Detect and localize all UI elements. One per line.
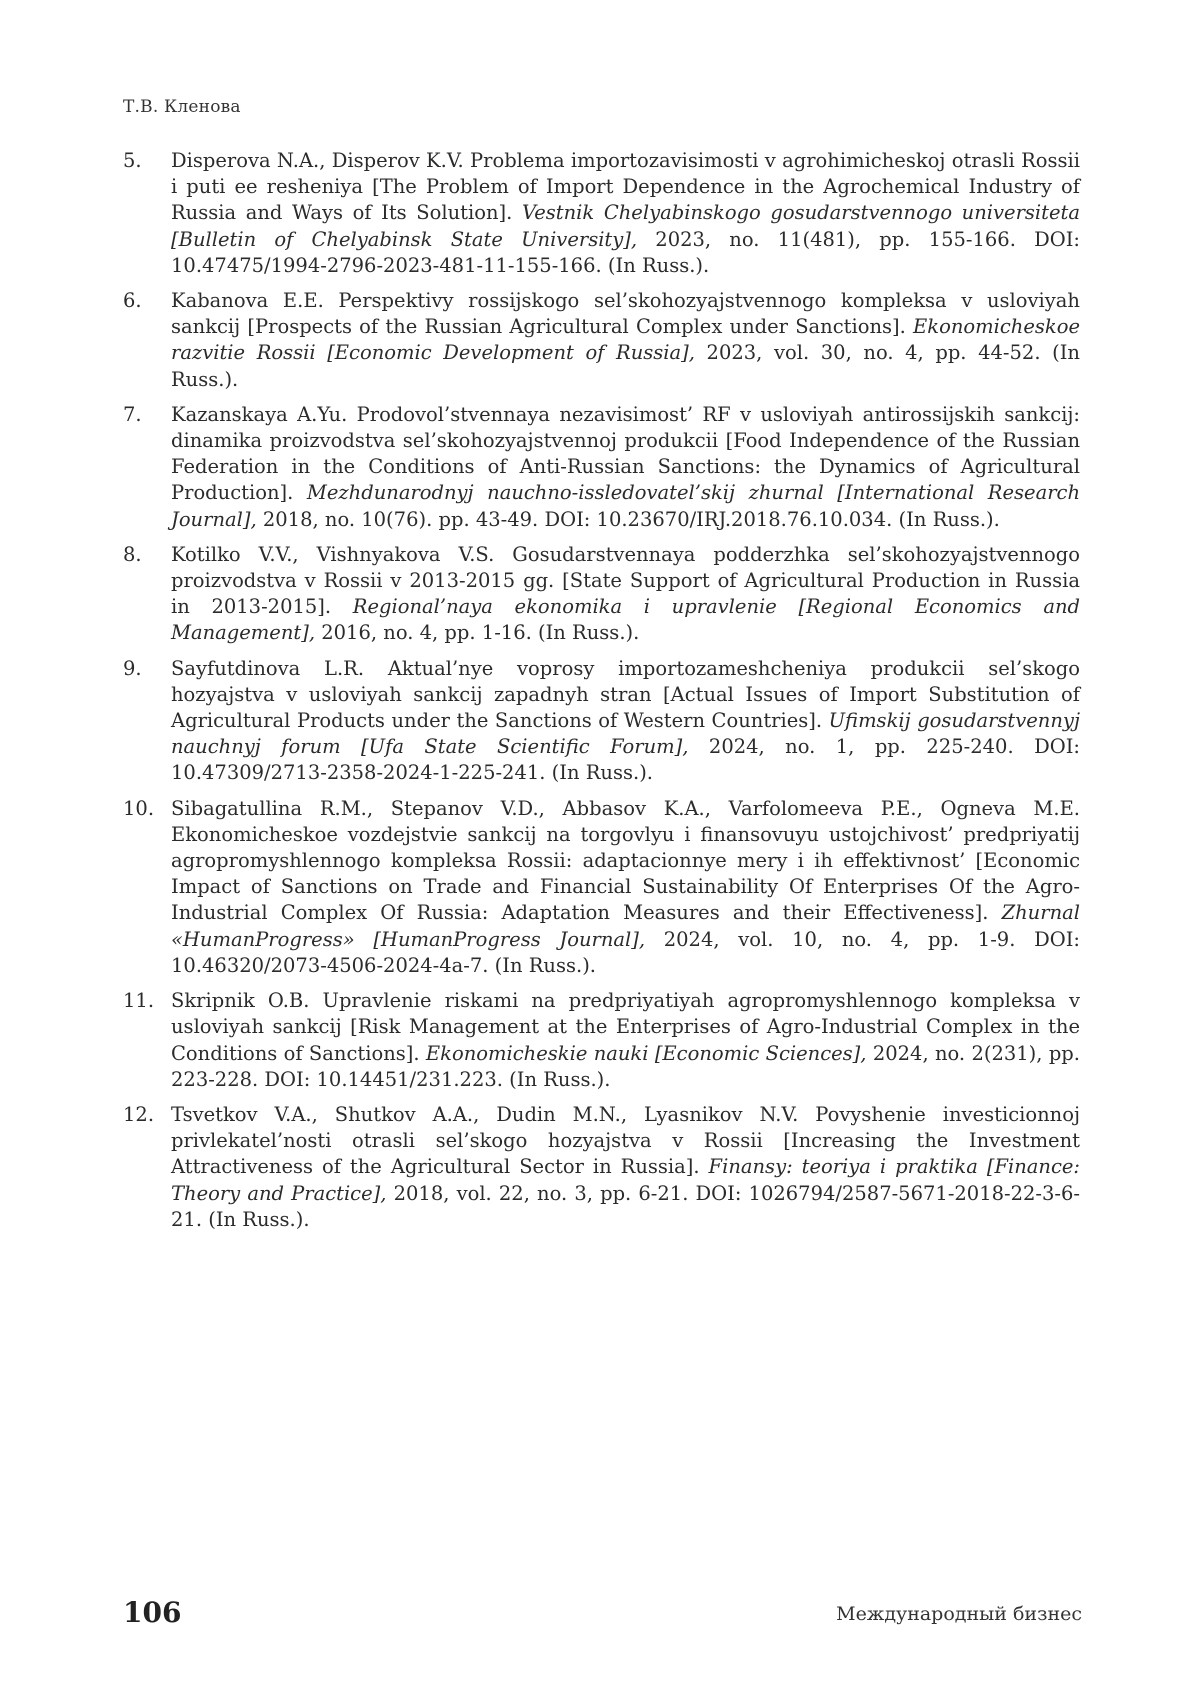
reference-details: 2024, no. 1, pp. 225-240. DOI: 10.47309/2713-2358-2024-1-225-241. (In Russ.). bbox=[171, 735, 1080, 785]
reference-details: 2024, vol. 10, no. 4, pp. 1-9. DOI: 10.46320/2073-4506-2024-4a-7. (In Russ.). bbox=[171, 927, 1080, 977]
reference-number: 12. bbox=[123, 1102, 155, 1126]
reference-details: 2018, no. 10(76). pp. 43-49. DOI: 10.23670/IRJ.2018.76.10.034. (In Russ.). bbox=[256, 507, 1000, 531]
reference-details: 2016, no. 4, pp. 1-16. (In Russ.). bbox=[315, 621, 640, 645]
reference-source-title: Finansy: teoriya i praktika [Finance: Theory and Practice], bbox=[171, 1155, 1080, 1205]
reference-details: 2024, no. 2(231), pp. 223-228. DOI: 10.14451/231.223. (In Russ.). bbox=[171, 1041, 1080, 1091]
reference-source-title: Ekonomicheskie nauki [Economic Sciences], bbox=[425, 1041, 867, 1065]
reference-text bbox=[171, 402, 1080, 533]
reference-main-text: Kazanskaya A.Yu. Prodovol’stvennaya nezavisimost’ RF v usloviyah antirossijskih sankcij: dinamika proizvodstva sel’skohozyajstvennoj produkcii [Food Independence of the Russian Federation in the Conditions of Anti-Russian Sanctions: the Dynamics of Agricultural Production]. bbox=[171, 402, 1080, 505]
reference-number: 8. bbox=[123, 542, 142, 566]
reference-item bbox=[123, 1102, 1080, 1233]
reference-number: 9. bbox=[123, 656, 142, 680]
reference-list bbox=[123, 148, 1080, 1242]
reference-number: 10. bbox=[123, 796, 155, 820]
reference-item bbox=[123, 988, 1080, 1093]
reference-item bbox=[123, 288, 1080, 393]
reference-details: 2023, no. 11(481), pp. 155-166. DOI: 10.47475/1994-2796-2023-481-11-155-166. (In Russ.). bbox=[171, 227, 1080, 277]
reference-item bbox=[123, 402, 1080, 533]
reference-main-text: Sibagatullina R.M., Stepanov V.D., Abbasov K.A., Varfolomeeva P.E., Ogneva M.E. Ekonomicheskoe vozdejstvie sankcij na torgovlyu i finansovuyu ustojchivost’ predpriyatij agropromyshlennogo kompleksa Rossii: adaptacionnye mery i ih effektivnost’ [Economic Impact of Sanctions on Trade and Financial Sustainability Of Enterprises Of the Agro-Industrial Complex Of Russia: Adaptation Measures and their Effectiveness]. bbox=[171, 796, 1080, 925]
reference-text bbox=[171, 1102, 1080, 1233]
reference-text bbox=[171, 542, 1080, 647]
reference-source-title: Ekonomicheskoe razvitie Rossii [Economic Development of Russia], bbox=[171, 315, 1080, 365]
reference-text bbox=[171, 288, 1080, 393]
reference-main-text: Sayfutdinova L.R. Aktual’nye voprosy importozameshcheniya produkcii sel’skogo hozyajstva v usloviyah sankcij zapadnyh stran [Actual Issues of Import Substitution of Agricultural Products under the Sanctions of Western Countries]. bbox=[171, 656, 1080, 733]
reference-main-text: Kabanova E.E. Perspektivy rossijskogo sel’skohozyajstvennogo kompleksa v usloviyah sankcij [Prospects of the Russian Agricultural Complex under Sanctions]. bbox=[171, 289, 1080, 339]
reference-number: 6. bbox=[123, 289, 142, 313]
reference-source-title: Vestnik Chelyabinskogo gosudarstvennogo universiteta [Bulletin of Chelyabinsk State University], bbox=[171, 201, 1080, 251]
reference-text bbox=[171, 796, 1080, 979]
reference-main-text: Tsvetkov V.A., Shutkov A.A., Dudin M.N., Lyasnikov N.V. Povyshenie investicionnoj privlekatel’nosti otrasli sel’skogo hozyajstva v Rossii [Increasing the Investment Attractiveness of the Agricultural Sector in Russia]. bbox=[171, 1102, 1080, 1179]
reference-main-text: Skripnik O.B. Upravlenie riskami na predpriyatiyah agropromyshlennogo kompleksa v usloviyah sankcij [Risk Management at the Enterprises of Agro-Industrial Complex in the Conditions of Sanctions]. bbox=[171, 989, 1080, 1065]
reference-details: 2023, vol. 30, no. 4, pp. 44-52. (In Russ.). bbox=[171, 341, 1080, 391]
reference-text bbox=[171, 656, 1080, 787]
reference-text bbox=[171, 148, 1080, 279]
reference-item bbox=[123, 542, 1080, 647]
reference-source-title: Zhurnal «HumanProgress» [HumanProgress Journal], bbox=[171, 901, 1080, 951]
running-footer-journal-name: Международный бизнес bbox=[836, 1603, 1082, 1625]
reference-source-title: Mezhdunarodnyj nauchno-issledovatel’skij zhurnal [International Research Journal], bbox=[171, 481, 1080, 531]
reference-item bbox=[123, 656, 1080, 787]
reference-main-text: Disperova N.A., Disperov K.V. Problema importozavisimosti v agrohimicheskoj otrasli Rossii i puti ee resheniya [The Problem of Import Dependence in the Agrochemical Industry of Russia and Ways of Its Solution]. bbox=[171, 149, 1080, 225]
reference-number: 11. bbox=[123, 989, 155, 1013]
reference-source-title: Regional’naya ekonomika i upravlenie [Regional Economics and Management], bbox=[171, 595, 1080, 645]
reference-number: 7. bbox=[123, 402, 142, 426]
reference-item bbox=[123, 796, 1080, 979]
running-header-author: Т.В. Кленова bbox=[123, 97, 241, 117]
reference-details: 2018, vol. 22, no. 3, pp. 6-21. DOI: 1026794/2587-5671-2018-22-3-6-21. (In Russ.). bbox=[171, 1181, 1081, 1231]
reference-number: 5. bbox=[123, 149, 142, 172]
reference-source-title: Ufimskij gosudarstvennyj nauchnyj forum [Ufa State Scientific Forum], bbox=[171, 709, 1080, 759]
reference-text bbox=[171, 988, 1080, 1093]
reference-main-text: Kotilko V.V., Vishnyakova V.S. Gosudarstvennaya podderzhka sel’skohozyajstvennogo proizvodstva v Rossii v 2013-2015 gg. [State Support of Agricultural Production in Russia in 2013-2015]. bbox=[171, 542, 1080, 619]
reference-item bbox=[123, 148, 1080, 279]
page-number: 106 bbox=[123, 1596, 182, 1629]
